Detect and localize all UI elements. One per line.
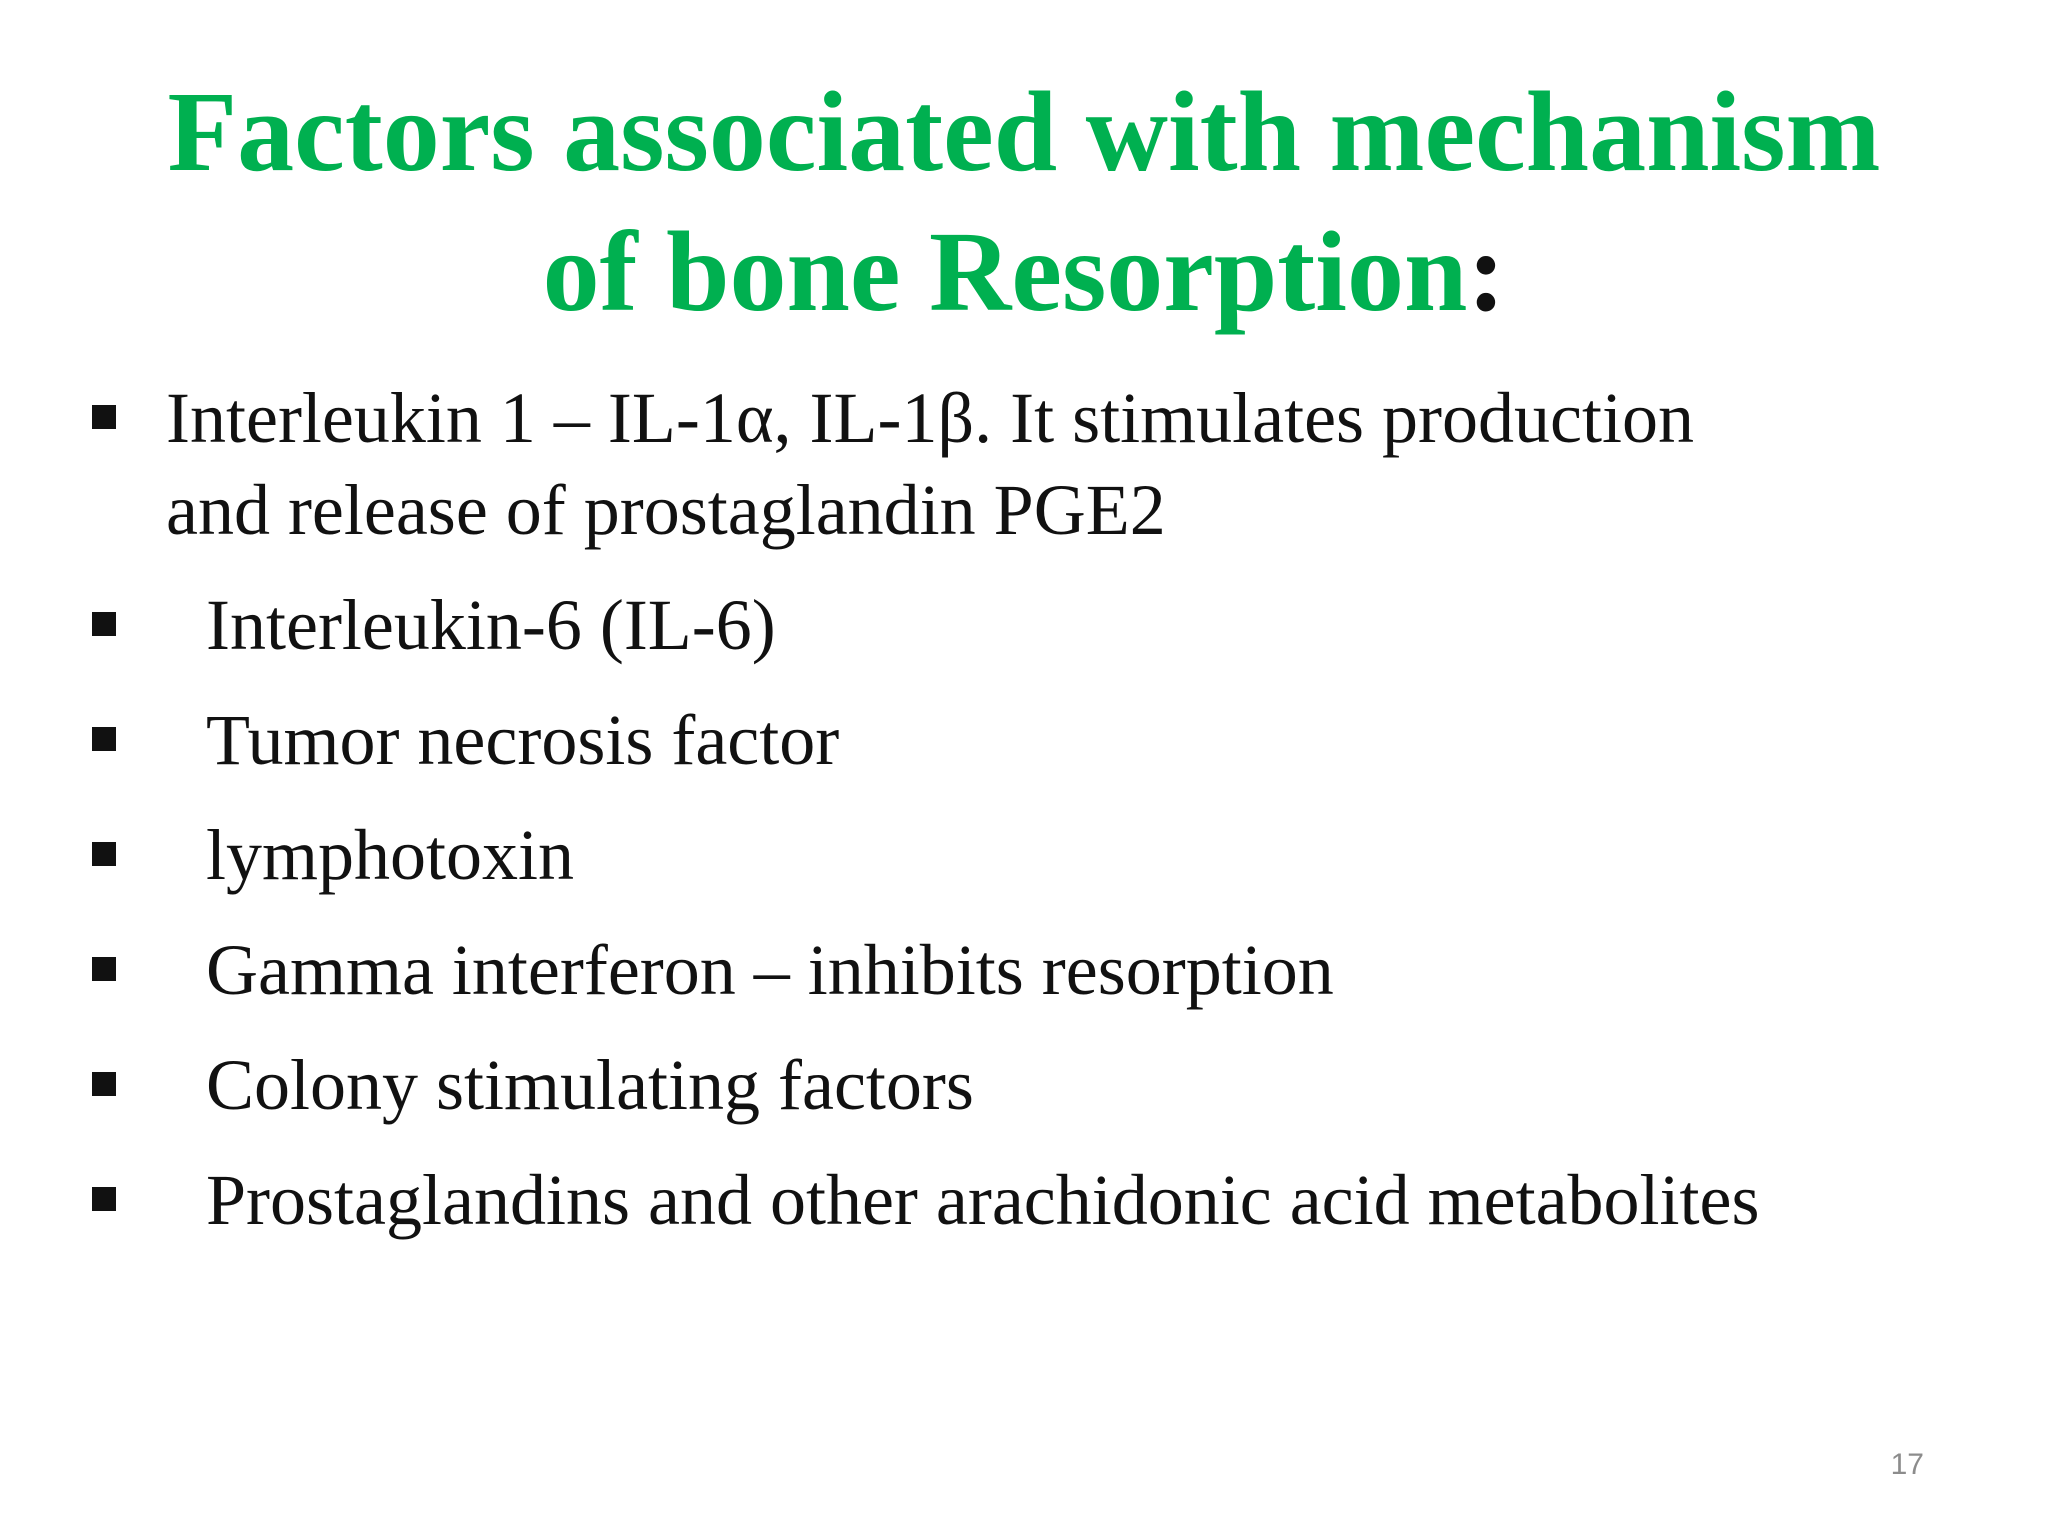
bullet-text: lymphotoxin [206,815,575,895]
bullet-text: Colony stimulating factors [206,1045,974,1125]
slide-title-colon: : [1467,208,1506,335]
square-bullet-icon [92,1187,116,1211]
bullet-list [92,372,1992,1246]
slide-title-line1: Factors associated with mechanism [167,68,1881,195]
bullet-text-line1: Interleukin 1 – IL-1α, IL-1β. It stimulates production [166,378,1694,458]
page-number: 17 [1890,1448,1924,1481]
square-bullet-icon [92,842,116,866]
list-item [92,579,1992,671]
list-item [92,809,1992,901]
list-item [92,924,1992,1016]
bullet-text: Gamma interferon – inhibits resorption [206,930,1334,1010]
list-item [92,372,1992,556]
square-bullet-icon [92,957,116,981]
list-item [92,1039,1992,1131]
bullet-text: Interleukin-6 (IL-6) [206,585,776,665]
square-bullet-icon [92,1072,116,1096]
square-bullet-icon [92,405,116,429]
slide-title [0,62,2048,342]
bullet-text: Tumor necrosis factor [206,700,840,780]
list-item [92,694,1992,786]
list-item [92,1154,1992,1246]
square-bullet-icon [92,727,116,751]
bullet-text-line2: and release of prostaglandin PGE2 [166,470,1166,550]
slide-title-line2: of bone Resorption [542,208,1468,335]
bullet-text: Prostaglandins and other arachidonic acid metabolites [206,1160,1760,1240]
square-bullet-icon [92,612,116,636]
